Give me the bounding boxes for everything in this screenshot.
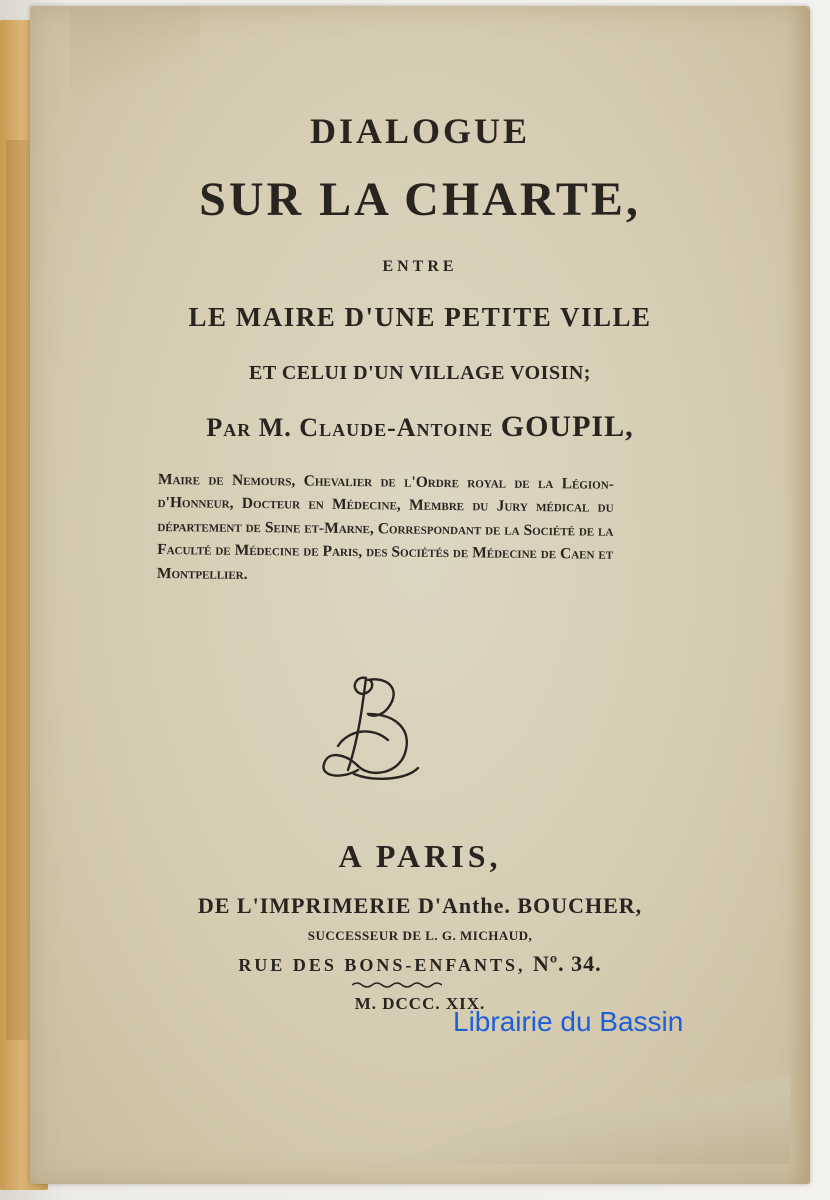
imprint-street: RUE DES BONS-ENFANTS, <box>238 955 526 975</box>
title-line-charte: SUR LA CHARTE, <box>199 173 641 226</box>
title-line-dialogue: DIALOGUE <box>309 111 531 151</box>
imprint-number: Nº. 34. <box>533 951 602 976</box>
title-line-village: ET CELUI D'UN VILLAGE VOISIN; <box>249 362 591 384</box>
title-line-maire: LE MAIRE D'UNE PETITE VILLE <box>188 302 652 332</box>
torn-corner-bottom <box>390 1054 790 1164</box>
imprint-printer: DE L'IMPRIMERIE D'Anthe. BOUCHER, <box>197 893 643 918</box>
author-credentials: Maire de Nemours, Chevalier de l'Ordre royal de la Légion-d'Honneur, Docteur en Médecine, Membre du Jury médical du département de Seine et-Marne, Correspondant de la Société de la Faculté de Médecine de Paris, des Sociétés de Médecine de Caen et Montpellier. <box>156 470 614 583</box>
imprint-successor: SUCCESSEUR DE L. G. MICHAUD, <box>307 928 533 943</box>
title-line-entre: ENTRE <box>382 258 458 275</box>
author-line <box>30 410 810 444</box>
imprint-address <box>30 951 810 977</box>
seller-watermark: Librairie du Bassin <box>453 1006 684 1037</box>
author-prefix: Par M. Claude-Antoine <box>206 413 494 442</box>
wavy-divider <box>352 981 442 989</box>
author-surname: GOUPIL, <box>500 410 634 443</box>
publication-date: M. DCCC. XIX. <box>354 994 486 1013</box>
monogram-ornament <box>318 670 428 790</box>
torn-corner-top <box>70 6 200 106</box>
imprint-city: A PARIS, <box>338 838 502 874</box>
